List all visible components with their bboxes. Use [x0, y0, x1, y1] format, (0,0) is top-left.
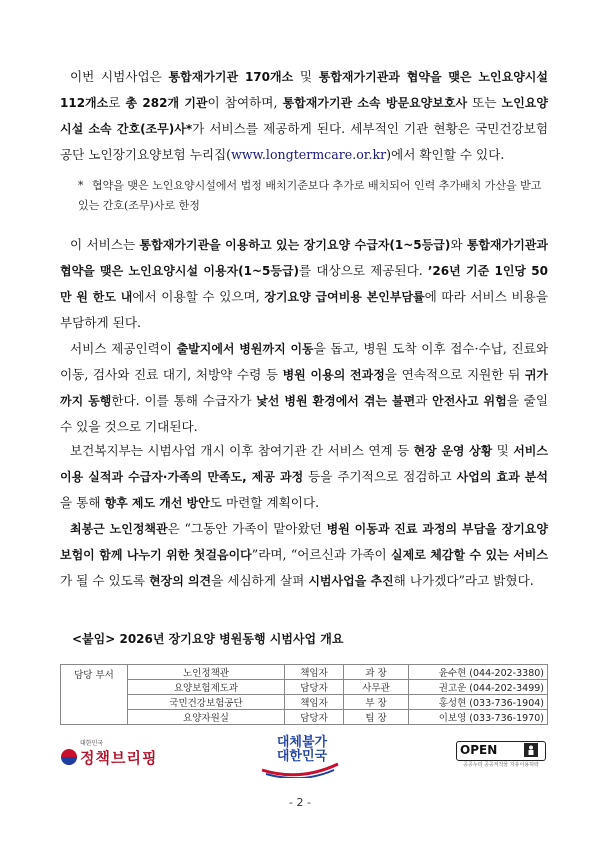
position-cell: 과 장 — [344, 665, 409, 680]
text: 은 “그동안 가족이 맡아왔던 — [167, 521, 327, 536]
text: ”라며, “어르신과 가족이 — [251, 547, 392, 562]
paragraph-service-eligibility — [60, 232, 548, 336]
emphasis: 향후 제도 개선 방안 — [104, 496, 210, 510]
text: 와 — [450, 237, 467, 252]
text: 해 나가겠다”라고 밝혔다. — [393, 573, 534, 588]
role-cell: 책임자 — [285, 695, 344, 710]
position-cell: 사무관 — [344, 680, 409, 695]
text: 이 참여하며, — [207, 95, 283, 110]
text: 을 세심하게 살펴 — [211, 573, 309, 588]
text: 에 따라 서비스 비용을 부담하게 된다. — [60, 289, 548, 330]
emphasis: 출발지에서 병원까지 이동 — [176, 342, 314, 356]
paragraph-official-quote — [60, 516, 548, 594]
text: 을 줄일 수 있을 것으로 기대된다. — [60, 393, 548, 434]
text: 서비스 제공인력이 — [70, 341, 177, 356]
position-cell: 부 장 — [344, 695, 409, 710]
emphasis: 사업의 효과 분석 — [456, 470, 548, 484]
emphasis: 병원 이용의 전과정 — [282, 368, 385, 382]
emphasis: 서비스 이용 실적과 수급자·가족의 만족도, 제공 과정 — [60, 444, 548, 484]
role-cell: 담당자 — [285, 710, 344, 725]
text: )에서 확인할 수 있다. — [386, 147, 505, 162]
text: 를 대상으로 제공된다. — [299, 263, 428, 278]
text: 등을 주기적으로 점검하고 — [303, 469, 457, 484]
emphasis: 최봉근 노인정책관 — [70, 522, 168, 536]
license-caption: 공공누리 공공저작물 자유이용허락 — [463, 762, 539, 768]
emphasis: 총 282개 기관 — [125, 96, 208, 110]
footnote-text: 협약을 맺은 노인요양시설에서 법정 배치기준보다 추가로 배치되어 인력 추가배치 가산을 받고 있는 간호(조무)사로 한정 — [78, 179, 542, 212]
emphasis: ’26년 기준 1인당 50만 원 한도 내 — [60, 264, 548, 304]
longtermcare-link[interactable]: www.longtermcare.or.kr — [231, 147, 387, 162]
page-number: - 2 - — [289, 796, 311, 809]
emphasis: 귀가까지 동행 — [60, 368, 549, 408]
emphasis: 현장 운영 상황 — [413, 444, 493, 458]
contact-table — [60, 664, 548, 725]
paragraph-participating-institutions — [60, 64, 548, 168]
text: 및 — [293, 69, 319, 84]
text: 가 될 수 있도록 — [60, 573, 150, 588]
open-wordmark: OPEN — [460, 743, 498, 757]
emphasis: 통합재가기관 소속 방문요양보호사 — [282, 96, 468, 110]
text: 이 서비스는 — [70, 237, 140, 252]
emphasis: 낯선 병원 환경에서 겪는 불편 — [256, 394, 416, 408]
org-cell: 노인정책관 — [128, 665, 285, 680]
person-cell: 윤수현 (044-202-3380) — [409, 665, 548, 680]
text: 한다. 이를 통해 수급자가 — [111, 393, 257, 408]
org-cell: 요양자원실 — [128, 710, 285, 725]
text: 을 돕고, 병원 도착 이후 접수·수납, 진료와 이동, 검사와 진료 대기, 처방약 수령 등 — [60, 341, 548, 382]
role-cell: 담당자 — [285, 680, 344, 695]
emphasis: 통합재가기관을 이용하고 있는 장기요양 수급자(1~5등급) — [139, 238, 451, 252]
emphasis: 시범사업을 추진 — [308, 574, 394, 588]
text: 가 서비스를 제공하게 된다. 세부적인 기관 현황은 국민건강보험공단 노인장기요양보험 누리집( — [60, 121, 548, 162]
table-row — [61, 680, 548, 695]
taegeuk-mark-icon — [60, 742, 78, 772]
emphasis: 장기요양 급여비용 본인부담률 — [264, 290, 425, 304]
korea-slogan-wordmark: 대체불가 대한민국 — [276, 735, 328, 764]
text: 이번 시범사업은 — [70, 69, 169, 84]
footnote — [78, 176, 548, 216]
emphasis: 통합재가기관 170개소 — [168, 70, 294, 84]
org-cell: 국민건강보험공단 — [128, 695, 285, 710]
paragraph-monitoring-plan — [60, 438, 548, 516]
briefing-logo-wordmark: 정책브리핑 — [80, 749, 158, 767]
position-cell: 팀 장 — [344, 710, 409, 725]
paragraph-service-content — [60, 336, 548, 440]
text: 을 연속적으로 지원한 뒤 — [384, 367, 525, 382]
department-label: 담당 부서 — [61, 665, 128, 725]
text: 또는 — [467, 95, 502, 110]
table-row — [61, 710, 548, 725]
person-cell: 이보영 (033-736-1970) — [409, 710, 548, 725]
briefing-logo-caption: 대한민국 — [80, 740, 104, 747]
person-cell: 권고운 (044-202-3499) — [409, 680, 548, 695]
text: 보건복지부는 시범사업 개시 이후 참여기관 간 서비스 연계 등 — [70, 443, 414, 458]
table-row — [61, 665, 548, 680]
text: 및 — [492, 443, 514, 458]
attribution-person-icon — [524, 743, 538, 757]
emphasis: 병원 이동과 진료 과정의 부담을 장기요양보험이 함께 나누기 위한 첫걸음이다 — [60, 522, 548, 562]
emphasis: 안전사고 위험 — [432, 394, 507, 408]
attachment-title: <붙임> 2026년 장기요양 병원동행 시범사업 개요 — [72, 632, 344, 646]
text: 과 — [415, 393, 433, 408]
text: 에서 이용할 수 있으며, — [132, 289, 265, 304]
emphasis: 통합재가기관과 협약을 맺은 노인요양시설 이용자(1~5등급) — [60, 238, 548, 278]
emphasis: 실제로 체감할 수 있는 서비스 — [391, 548, 548, 562]
text: 로 — [108, 95, 126, 110]
asterisk-marker: * — [78, 179, 84, 192]
table-row — [61, 695, 548, 710]
role-cell: 책임자 — [285, 665, 344, 680]
emphasis: 통합재가기관과 협약을 맺은 노인요양시설 112개소 — [60, 70, 548, 110]
emphasis: 현장의 의견 — [149, 574, 212, 588]
korea-slogan-logo — [258, 734, 342, 778]
emphasis: 노인요양시설 소속 간호(조무)사* — [60, 96, 548, 136]
text: 도 마련할 계획이다. — [209, 495, 320, 510]
policy-briefing-logo — [60, 738, 160, 774]
person-cell: 홍성현 (033-736-1904) — [409, 695, 548, 710]
org-cell: 요양보험제도과 — [128, 680, 285, 695]
text: 을 통해 — [60, 495, 105, 510]
kogl-open-license-logo — [452, 739, 548, 767]
